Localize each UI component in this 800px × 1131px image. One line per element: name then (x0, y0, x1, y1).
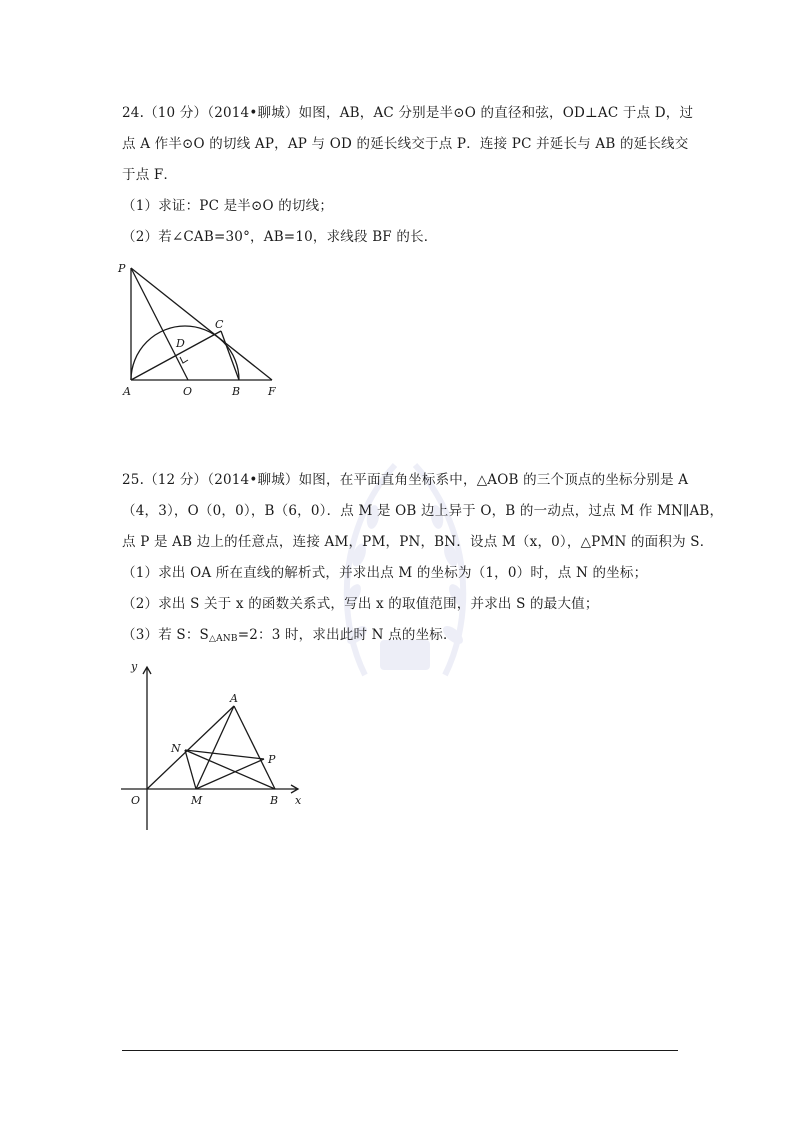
q25-line6-post: =2：3 时，求出此时 N 点的坐标． (237, 627, 457, 643)
q25-coordinate-figure (110, 655, 310, 835)
q24-label-c: C (215, 318, 224, 331)
q24-line-1: 24.（10 分）（2014•聊城）如图，AB，AC 分别是半⊙O 的直径和弦，OD⊥AC 于点 D，过 (122, 105, 694, 121)
q25-line-2: （4，3），O（0，0），B（6，0）．点 M 是 OB 边上异于 O，B 的一动点，过点 M 作 MN∥AB， (122, 503, 724, 519)
q25-subquestion-1: （1）求出 OA 所在直线的解析式，并求出点 M 的坐标为（1，0）时，点 N 的坐标； (122, 565, 648, 581)
q25-line6-sub: △ANB (208, 634, 238, 644)
q25-label-m: M (191, 794, 203, 807)
q24-subquestion-2: （2）若∠CAB=30°，AB=10，求线段 BF 的长． (122, 229, 438, 245)
q25-line6-pre: （3）若 S：S (122, 627, 209, 643)
q24-subquestion-1: （1）求证：PC 是半⊙O 的切线； (122, 198, 334, 214)
q25-subquestion-3 (122, 625, 457, 649)
q25-label-a: A (230, 692, 238, 705)
q24-label-b: B (232, 385, 241, 398)
q25-label-b: B (270, 794, 279, 807)
q24-label-f: F (268, 385, 276, 398)
q24-label-a: A (123, 385, 131, 398)
q25-line-3: 点 P 是 AB 边上的任意点，连接 AM，PM，PN，BN．设点 M（x，0），△PMN 的面积为 S． (122, 534, 714, 550)
q24-line-3: 于点 F． (122, 167, 178, 183)
q24-label-d: D (176, 337, 185, 350)
q25-label-x: x (295, 794, 302, 807)
q25-label-n: N (171, 742, 181, 755)
q25-label-p: P (268, 753, 276, 766)
q24-label-p: P (118, 262, 126, 275)
footer-rule (122, 1050, 678, 1051)
q25-subquestion-2: （2）求出 S 关于 x 的函数关系式，写出 x 的取值范围，并求出 S 的最大值； (122, 596, 599, 612)
q25-label-y: y (131, 660, 138, 673)
q24-geometry-figure (110, 255, 300, 405)
q24-label-o: O (183, 385, 193, 398)
q25-label-o: O (131, 794, 141, 807)
q25-line-1: 25.（12 分）（2014•聊城）如图，在平面直角坐标系中，△AOB 的三个顶点的坐标分别是 A (122, 472, 689, 488)
q24-line-2: 点 A 作半⊙O 的切线 AP，AP 与 OD 的延长线交于点 P．连接 PC 并延长与 AB 的延长线交 (122, 136, 689, 152)
